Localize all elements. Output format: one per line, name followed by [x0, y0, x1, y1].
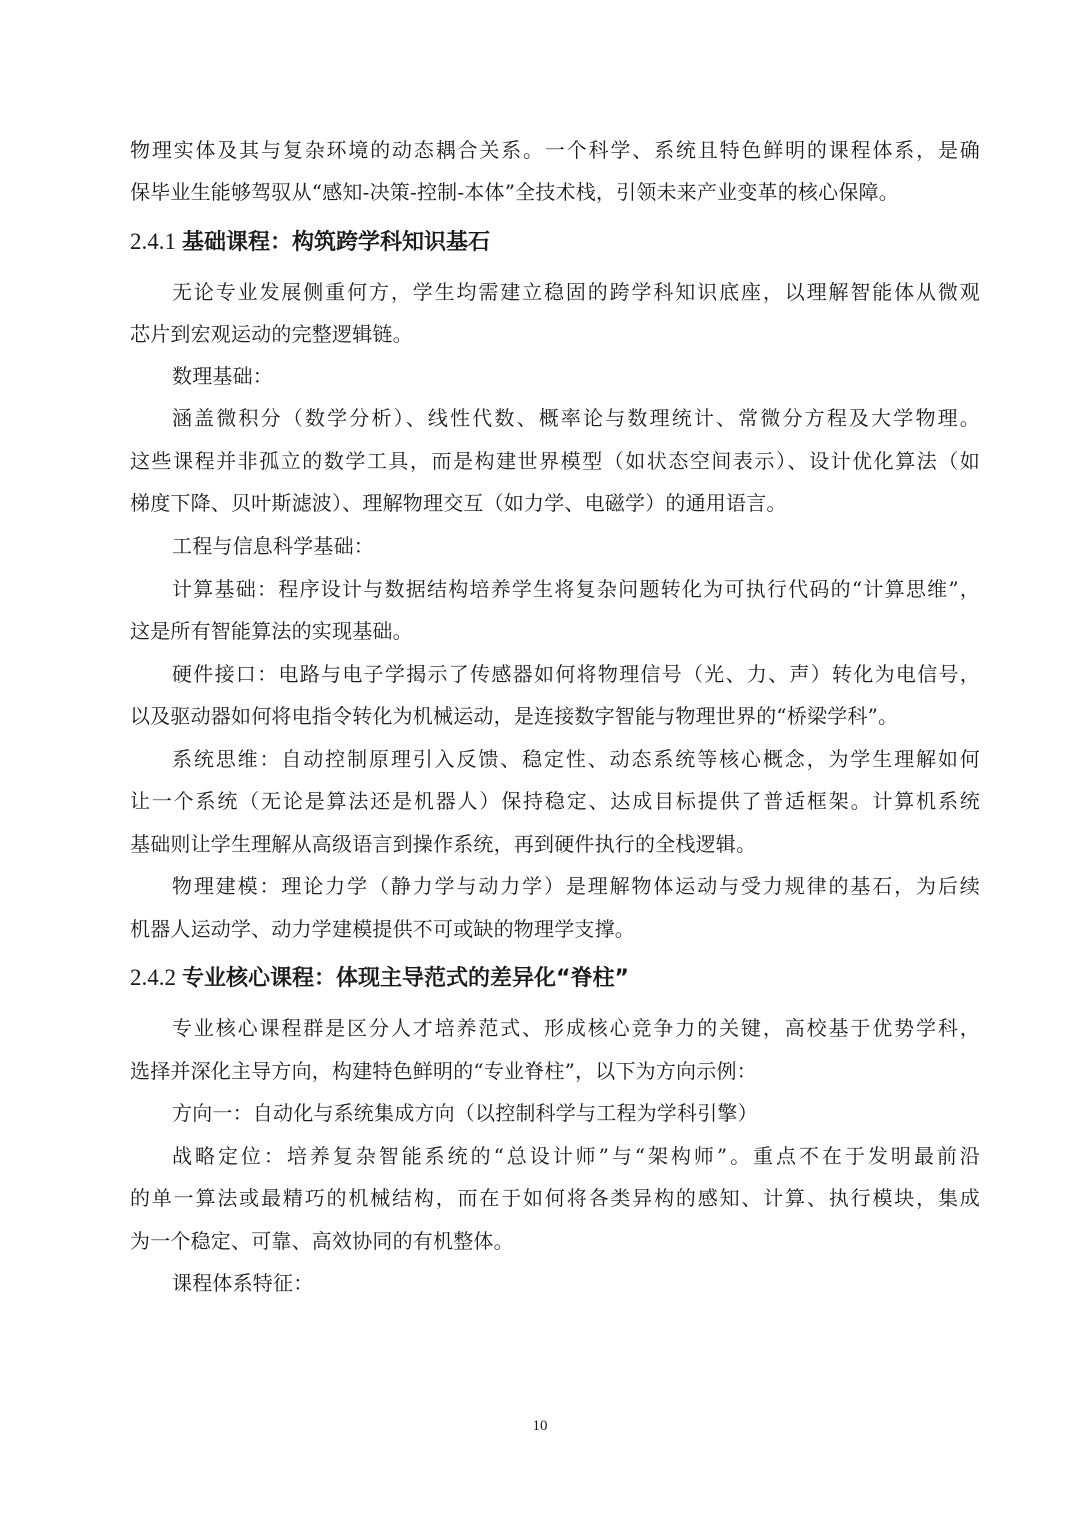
- paragraph-line: 专业核心课程群是区分人才培养范式、形成核心竞争力的关键，高校基于优势学科，: [172, 1016, 980, 1040]
- paragraph-line: 机器人运动学、动力学建模提供不可或缺的物理学支撑。: [130, 917, 635, 941]
- paragraph-line: 以及驱动器如何将电指令转化为机械运动，是连接数字智能与物理世界的“桥梁学科”。: [130, 704, 899, 728]
- page-number: 10: [532, 1418, 548, 1434]
- paragraph-line: 为一个稳定、可靠、高效协同的有机整体。: [130, 1229, 514, 1253]
- subheading-engineering: 工程与信息科学基础：: [172, 534, 374, 558]
- paragraph-line: 无论专业发展侧重何方，学生均需建立稳固的跨学科知识底座，以理解智能体从微观: [172, 280, 980, 304]
- paragraph-line: 让一个系统（无论是算法还是机器人）保持稳定、达成目标提供了普适框架。计算机系统: [130, 789, 980, 813]
- paragraph-line: 这些课程并非孤立的数学工具，而是构建世界模型（如状态空间表示）、设计优化算法（如: [130, 449, 980, 473]
- paragraph-line: 芯片到宏观运动的完整逻辑链。: [130, 322, 413, 346]
- section-title: 专业核心课程：体现主导范式的差异化“脊柱”: [182, 966, 629, 991]
- subheading-math: 数理基础：: [172, 364, 273, 388]
- paragraph-line: 硬件接口：电路与电子学揭示了传感器如何将物理信号（光、力、声）转化为电信号，: [172, 662, 980, 686]
- paragraph-line: 基础则让学生理解从高级语言到操作系统，再到硬件执行的全栈逻辑。: [130, 832, 757, 856]
- section-heading-2-4-2: [130, 962, 980, 995]
- paragraph-line: 系统思维：自动控制原理引入反馈、稳定性、动态系统等核心概念，为学生理解如何: [172, 747, 980, 771]
- paragraph-line: 梯度下降、贝叶斯滤波）、理解物理交互（如力学、电磁学）的通用语言。: [130, 491, 787, 515]
- paragraph-line: 计算基础：程序设计与数据结构培养学生将复杂问题转化为可执行代码的“计算思维”，: [172, 577, 980, 601]
- paragraph-line: 物理建模：理论力学（静力学与动力学）是理解物体运动与受力规律的基石，为后续: [172, 874, 980, 898]
- section-heading-2-4-1: [130, 226, 980, 259]
- paragraph-line: 战略定位：培养复杂智能系统的“总设计师”与“架构师”。重点不在于发明最前沿: [172, 1144, 980, 1168]
- section-number: 2.4.1: [130, 229, 176, 254]
- paragraph-line: 涵盖微积分（数学分析）、线性代数、概率论与数理统计、常微分方程及大学物理。: [172, 406, 980, 430]
- paragraph-line: 这是所有智能算法的实现基础。: [130, 619, 413, 643]
- paragraph-line: 的单一算法或最精巧的机械结构，而在于如何将各类异构的感知、计算、执行模块，集成: [130, 1186, 980, 1210]
- paragraph-line: 选择并深化主导方向，构建特色鲜明的“专业脊柱”，以下为方向示例：: [130, 1059, 757, 1083]
- section-number: 2.4.2: [130, 965, 176, 990]
- paragraph-line: 物理实体及其与复杂环境的动态耦合关系。一个科学、系统且特色鲜明的课程体系，是确: [130, 138, 980, 162]
- subheading-curriculum-features: 课程体系特征：: [172, 1271, 314, 1295]
- subheading-direction-1: 方向一：自动化与系统集成方向（以控制科学与工程为学科引擎）: [172, 1101, 758, 1125]
- section-title: 基础课程：构筑跨学科知识基石: [182, 230, 491, 255]
- paragraph-line: 保毕业生能够驾驭从“感知-决策-控制-本体”全技术栈，引领未来产业变革的核心保障。: [130, 180, 899, 204]
